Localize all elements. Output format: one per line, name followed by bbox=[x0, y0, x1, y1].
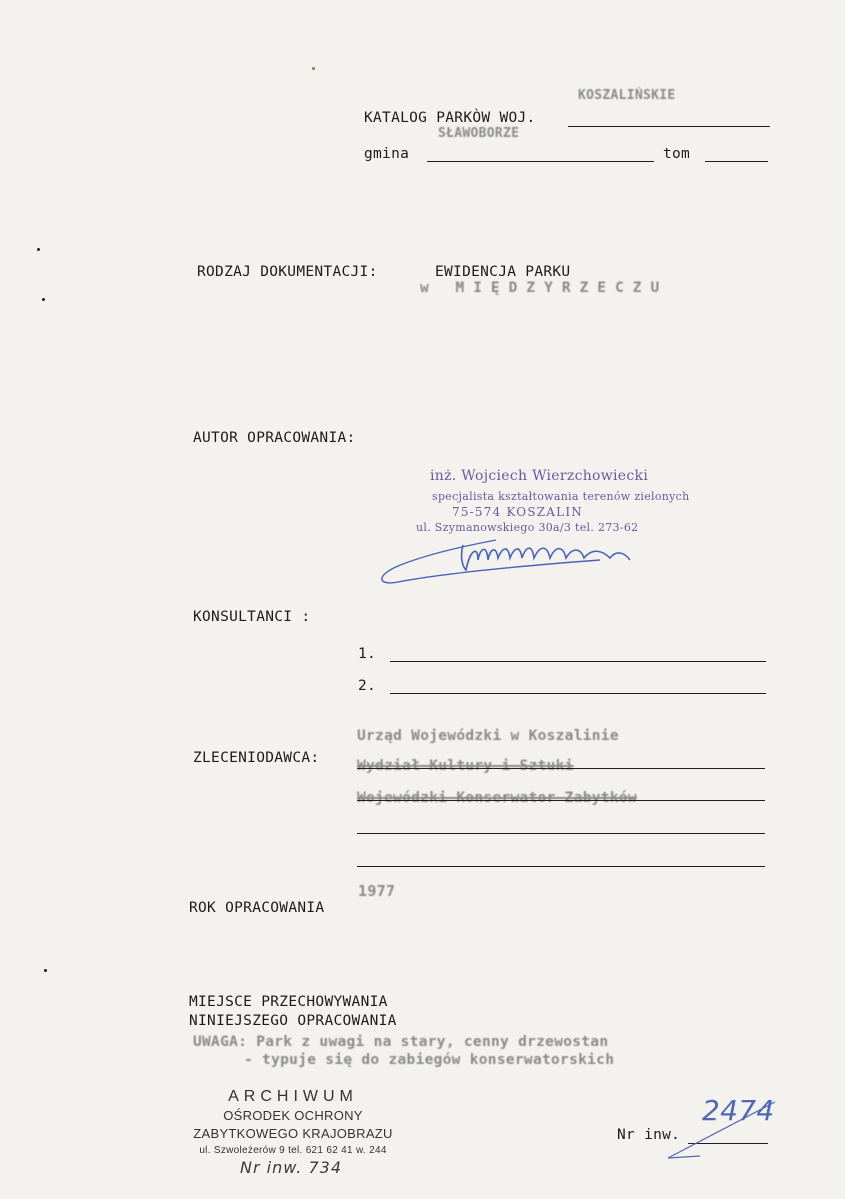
tom-label: tom bbox=[663, 146, 691, 162]
archive-stamp-line1: OŚRODEK OCHRONY bbox=[223, 1108, 363, 1123]
gmina-value: SŁAWOBORZE bbox=[438, 126, 520, 141]
handwritten-inventory: Nr inw. 734 bbox=[240, 1158, 342, 1177]
client-line-1: Urząd Wojewódzki w Koszalinie bbox=[357, 728, 619, 744]
archive-stamp-line2: ZABYTKOWEGO KRAJOBRAZU bbox=[193, 1126, 393, 1141]
archive-stamp-title: ARCHIWUM bbox=[228, 1088, 358, 1105]
inventory-label: Nr inw. bbox=[617, 1127, 681, 1143]
documentation-value-line1: EWIDENCJA PARKU bbox=[435, 264, 571, 280]
documentation-label: RODZAJ DOKUMENTACJI: bbox=[197, 264, 378, 280]
voivodeship-value: KOSZALIŃSKIE bbox=[578, 88, 676, 103]
client-label: ZLECENIODAWCA: bbox=[193, 750, 320, 766]
year-label: ROK OPRACOWANIA bbox=[189, 900, 325, 916]
author-stamp-name: inż. Wojciech Wierzchowiecki bbox=[430, 468, 649, 484]
consultant-1-number: 1. bbox=[358, 646, 377, 662]
storage-label-line1: MIEJSCE PRZECHOWYWANIA bbox=[189, 994, 388, 1010]
documentation-value-line2: w MIĘDZYRZECZU bbox=[420, 280, 669, 296]
author-stamp-specialty: specjalista kształtowania terenów zielonych bbox=[432, 490, 690, 503]
gmina-label: gmina bbox=[364, 146, 410, 162]
author-stamp-city: 75-574 KOSZALIN bbox=[452, 505, 583, 519]
archive-stamp-line3: ul. Szwoleżerów 9 tel. 621 62 41 w. 244 bbox=[199, 1145, 387, 1156]
author-stamp-address: ul. Szymanowskiego 30a/3 tel. 273-62 bbox=[416, 521, 639, 534]
note-line1: UWAGA: Park z uwagi na stary, cenny drzewostan bbox=[193, 1034, 609, 1050]
catalog-label: KATALOG PARKÒW WOJ. bbox=[364, 110, 536, 126]
consultants-label: KONSULTANCI : bbox=[193, 609, 311, 625]
author-label: AUTOR OPRACOWANIA: bbox=[193, 430, 356, 446]
year-value: 1977 bbox=[358, 882, 396, 900]
consultant-2-number: 2. bbox=[358, 678, 377, 694]
inventory-value: 2474 bbox=[702, 1094, 775, 1127]
client-line-3: Wojewódzki Konserwator Zabytków bbox=[357, 790, 637, 806]
client-line-2: Wydział Kultury i Sztuki bbox=[357, 758, 574, 774]
note-line2: - typuje się do zabiegów konserwatorskich bbox=[244, 1052, 615, 1068]
storage-label-line2: NINIEJSZEGO OPRACOWANIA bbox=[189, 1013, 397, 1029]
